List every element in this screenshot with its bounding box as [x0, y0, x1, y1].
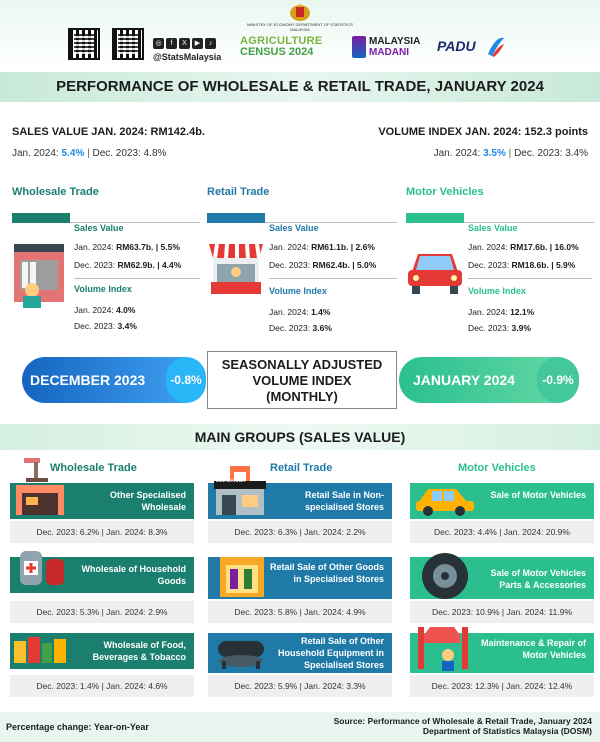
- instagram-icon[interactable]: ◎: [153, 38, 164, 49]
- group-stats: Dec. 2023: 5.8% | Jan. 2024: 4.9%: [208, 601, 392, 623]
- group-card: Maintenance & Repair of Motor Vehicles: [410, 633, 594, 673]
- seasonal-adjusted-label: SEASONALLY ADJUSTED VOLUME INDEX (MONTHLY): [207, 351, 397, 409]
- group-card: Other Specialised Wholesale: [10, 483, 194, 519]
- group-card: Sale of Motor Vehicles: [410, 483, 594, 519]
- wholesale-store-icon: [12, 238, 68, 308]
- group-stats: Dec. 2023: 4.4% | Jan. 2024: 20.9%: [410, 521, 594, 543]
- footer-note: Percentage change: Year-on-Year: [6, 722, 149, 732]
- sector-color-bar: [12, 213, 70, 223]
- page-title: PERFORMANCE OF WHOLESALE & RETAIL TRADE, JANUARY 2024: [0, 72, 600, 102]
- mini-market-tag: MINI MARKET: [216, 478, 246, 483]
- sales-change-row: Jan. 2024: 5.4% | Dec. 2023: 4.8%: [12, 148, 167, 159]
- group-card: Wholesale of Food, Beverages & Tobacco: [10, 633, 194, 669]
- group-stats: Dec. 2023: 12.3% | Jan. 2024: 12.4%: [410, 675, 594, 697]
- sales-value-heading: SALES VALUE JAN. 2024: RM142.4b.: [12, 126, 205, 138]
- main-groups-title: MAIN GROUPS (SALES VALUE): [0, 424, 600, 450]
- group-stats: Dec. 2023: 5.3% | Jan. 2024: 2.9%: [10, 601, 194, 623]
- dosm-logo-icon: [486, 34, 506, 58]
- group-stats: Dec. 2023: 10.9% | Jan. 2024: 11.9%: [410, 601, 594, 623]
- sector-card-motor: Motor Vehicles Sales Value Jan. 2024: RM17.6b. | 16.0% Dec. 2023: RM18.6b. | 5.9% Volume Index Jan. 2024: 12.1% Dec. 2023: 3.9%: [406, 186, 594, 336]
- group-stats: Dec. 2023: 5.9% | Jan. 2024: 3.3%: [208, 675, 392, 697]
- warehouse-icon: [12, 477, 68, 517]
- seasonal-pill-january: JANUARY 2024 -0.9%: [399, 357, 579, 403]
- group-heading-retail: Retail Trade: [270, 462, 333, 474]
- social-handle[interactable]: @StatsMalaysia: [153, 52, 222, 62]
- sector-card-wholesale: Wholesale Trade Sales Value Jan. 2024: RM63.7b. | 5.5% Dec. 2023: RM62.9b. | 4.4% Volume Index Jan. 2024: 4.0% Dec. 2023: 3.4%: [12, 186, 202, 336]
- qr-code-icon[interactable]: [112, 28, 144, 60]
- social-icons: [153, 38, 216, 49]
- volume-index-heading: VOLUME INDEX JAN. 2024: 152.3 points: [378, 126, 588, 138]
- boutique-icon: [216, 555, 268, 599]
- ministry-text: MINISTRY OF ECONOMY DEPARTMENT OF STATISTICS MALAYSIA: [247, 22, 353, 32]
- group-heading-wholesale: Wholesale Trade: [50, 462, 137, 474]
- coat-of-arms-icon: [284, 2, 316, 22]
- car-repair-icon: [414, 621, 472, 671]
- group-stats: Dec. 2023: 1.4% | Jan. 2024: 4.6%: [10, 675, 194, 697]
- mini-market-icon: [214, 481, 266, 517]
- malaysia-madani-logo: MALAYSIA MADANI: [352, 36, 432, 62]
- group-card: MINI MARKET Retail Sale in Non-specialised Stores: [208, 483, 392, 519]
- food-beverages-icon: [10, 627, 70, 667]
- group-stats: Dec. 2023: 6.3% | Jan. 2024: 2.2%: [208, 521, 392, 543]
- car-icon: [406, 242, 464, 298]
- group-card: Retail Sale of Other Goods in Specialised Stores: [208, 557, 392, 599]
- seasonal-pill-december: DECEMBER 2023 -0.8%: [22, 357, 206, 403]
- agriculture-census-logo: AGRICULTURE CENSUS 2024: [240, 35, 323, 58]
- tyre-icon: [420, 551, 470, 601]
- group-card: Wholesale of Household Goods: [10, 557, 194, 593]
- qr-code-icon[interactable]: [68, 28, 100, 60]
- sector-color-bar: [207, 213, 265, 223]
- footer-source: Source: Performance of Wholesale & Retail Trade, January 2024 Department of Statistics Malaysia (DOSM): [333, 716, 592, 736]
- seasonal-value-december: -0.8%: [166, 357, 206, 403]
- group-stats: Dec. 2023: 6.2% | Jan. 2024: 8.3%: [10, 521, 194, 543]
- household-equipment-icon: [214, 635, 268, 671]
- group-card: Sale of Motor Vehicles Parts & Accessories: [410, 557, 594, 599]
- tiktok-icon[interactable]: ♪: [205, 38, 216, 49]
- volume-change-row: Jan. 2024: 3.5% | Dec. 2023: 3.4%: [433, 148, 588, 159]
- sector-color-bar: [406, 213, 464, 223]
- group-heading-motor: Motor Vehicles: [458, 462, 536, 474]
- retail-stall-icon: [207, 238, 265, 300]
- household-goods-icon: [14, 543, 68, 591]
- sector-card-retail: Retail Trade Sales Value Jan. 2024: RM61.1b. | 2.6% Dec. 2023: RM62.4b. | 5.0% Volume Index Jan. 2024: 1.4% Dec. 2023: 3.6%: [207, 186, 399, 336]
- seasonal-value-january: -0.9%: [537, 357, 579, 403]
- x-icon[interactable]: X: [179, 38, 190, 49]
- youtube-icon[interactable]: ▶: [192, 38, 203, 49]
- madani-icon: [352, 36, 366, 58]
- facebook-icon[interactable]: f: [166, 38, 177, 49]
- group-card: Retail Sale of Other Household Equipment in Specialised Stores: [208, 633, 392, 673]
- padu-logo: PADU: [437, 38, 476, 54]
